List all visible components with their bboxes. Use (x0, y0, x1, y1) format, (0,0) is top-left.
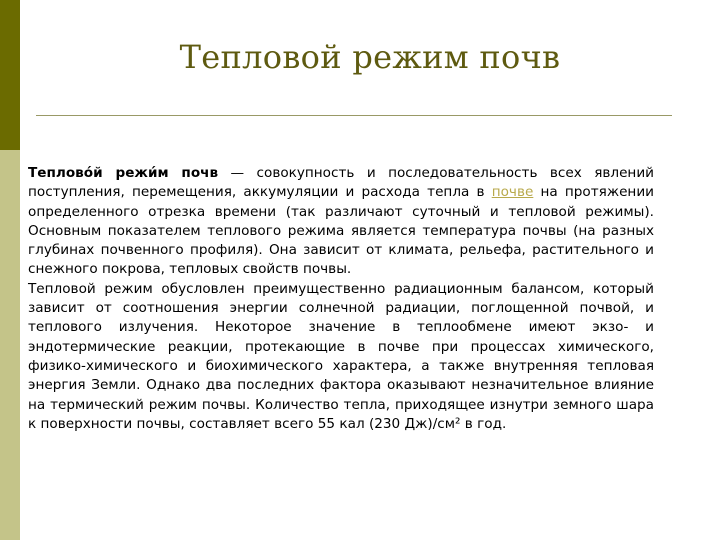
definition-text: — совокупность и последовательность всех явлений поступления, перемещения, аккумуляции и расхода тепла в (28, 165, 654, 201)
title-divider (36, 115, 672, 116)
left-accent-bar-dark (0, 0, 20, 150)
left-accent-bar-light (0, 150, 20, 540)
paragraph-radiation-balance: Тепловой режим обусловлен преимущественно радиационным балансом, который зависит от соотношения энергии солнечной радиации, поглощенной почвой, и теплового излучения. Некоторое значение в теплообмене имеют экзо- и эндотермические реакции, протекающие в почве при процессах химического, физико-химического и биохимического характера, а также внутренняя тепловая энергия Земли. Однако два последних фактора оказывают незначительное влияние на термический режим почвы. Количество тепла, приходящее изнутри земного шара к поверхности почвы, составляет всего 55 кал (230 Дж)/см² в год. (28, 280, 654, 432)
paragraph-definition (28, 164, 654, 280)
slide-title: Тепловой режим почв (179, 38, 561, 76)
slide-body (28, 164, 654, 434)
soil-link[interactable]: почве (491, 184, 534, 201)
definition-text-continued: на протяжении определенного отрезка времени (так различают суточный и тепловой режимы). Основным показателем теплового режима является температура почвы (на разных глубинах почвенного профиля). Она зависит от климата, рельефа, растительного и снежного покрова, тепловых свойств почвы. (28, 184, 654, 278)
defined-term: Теплово́й режи́м почв (28, 165, 219, 181)
